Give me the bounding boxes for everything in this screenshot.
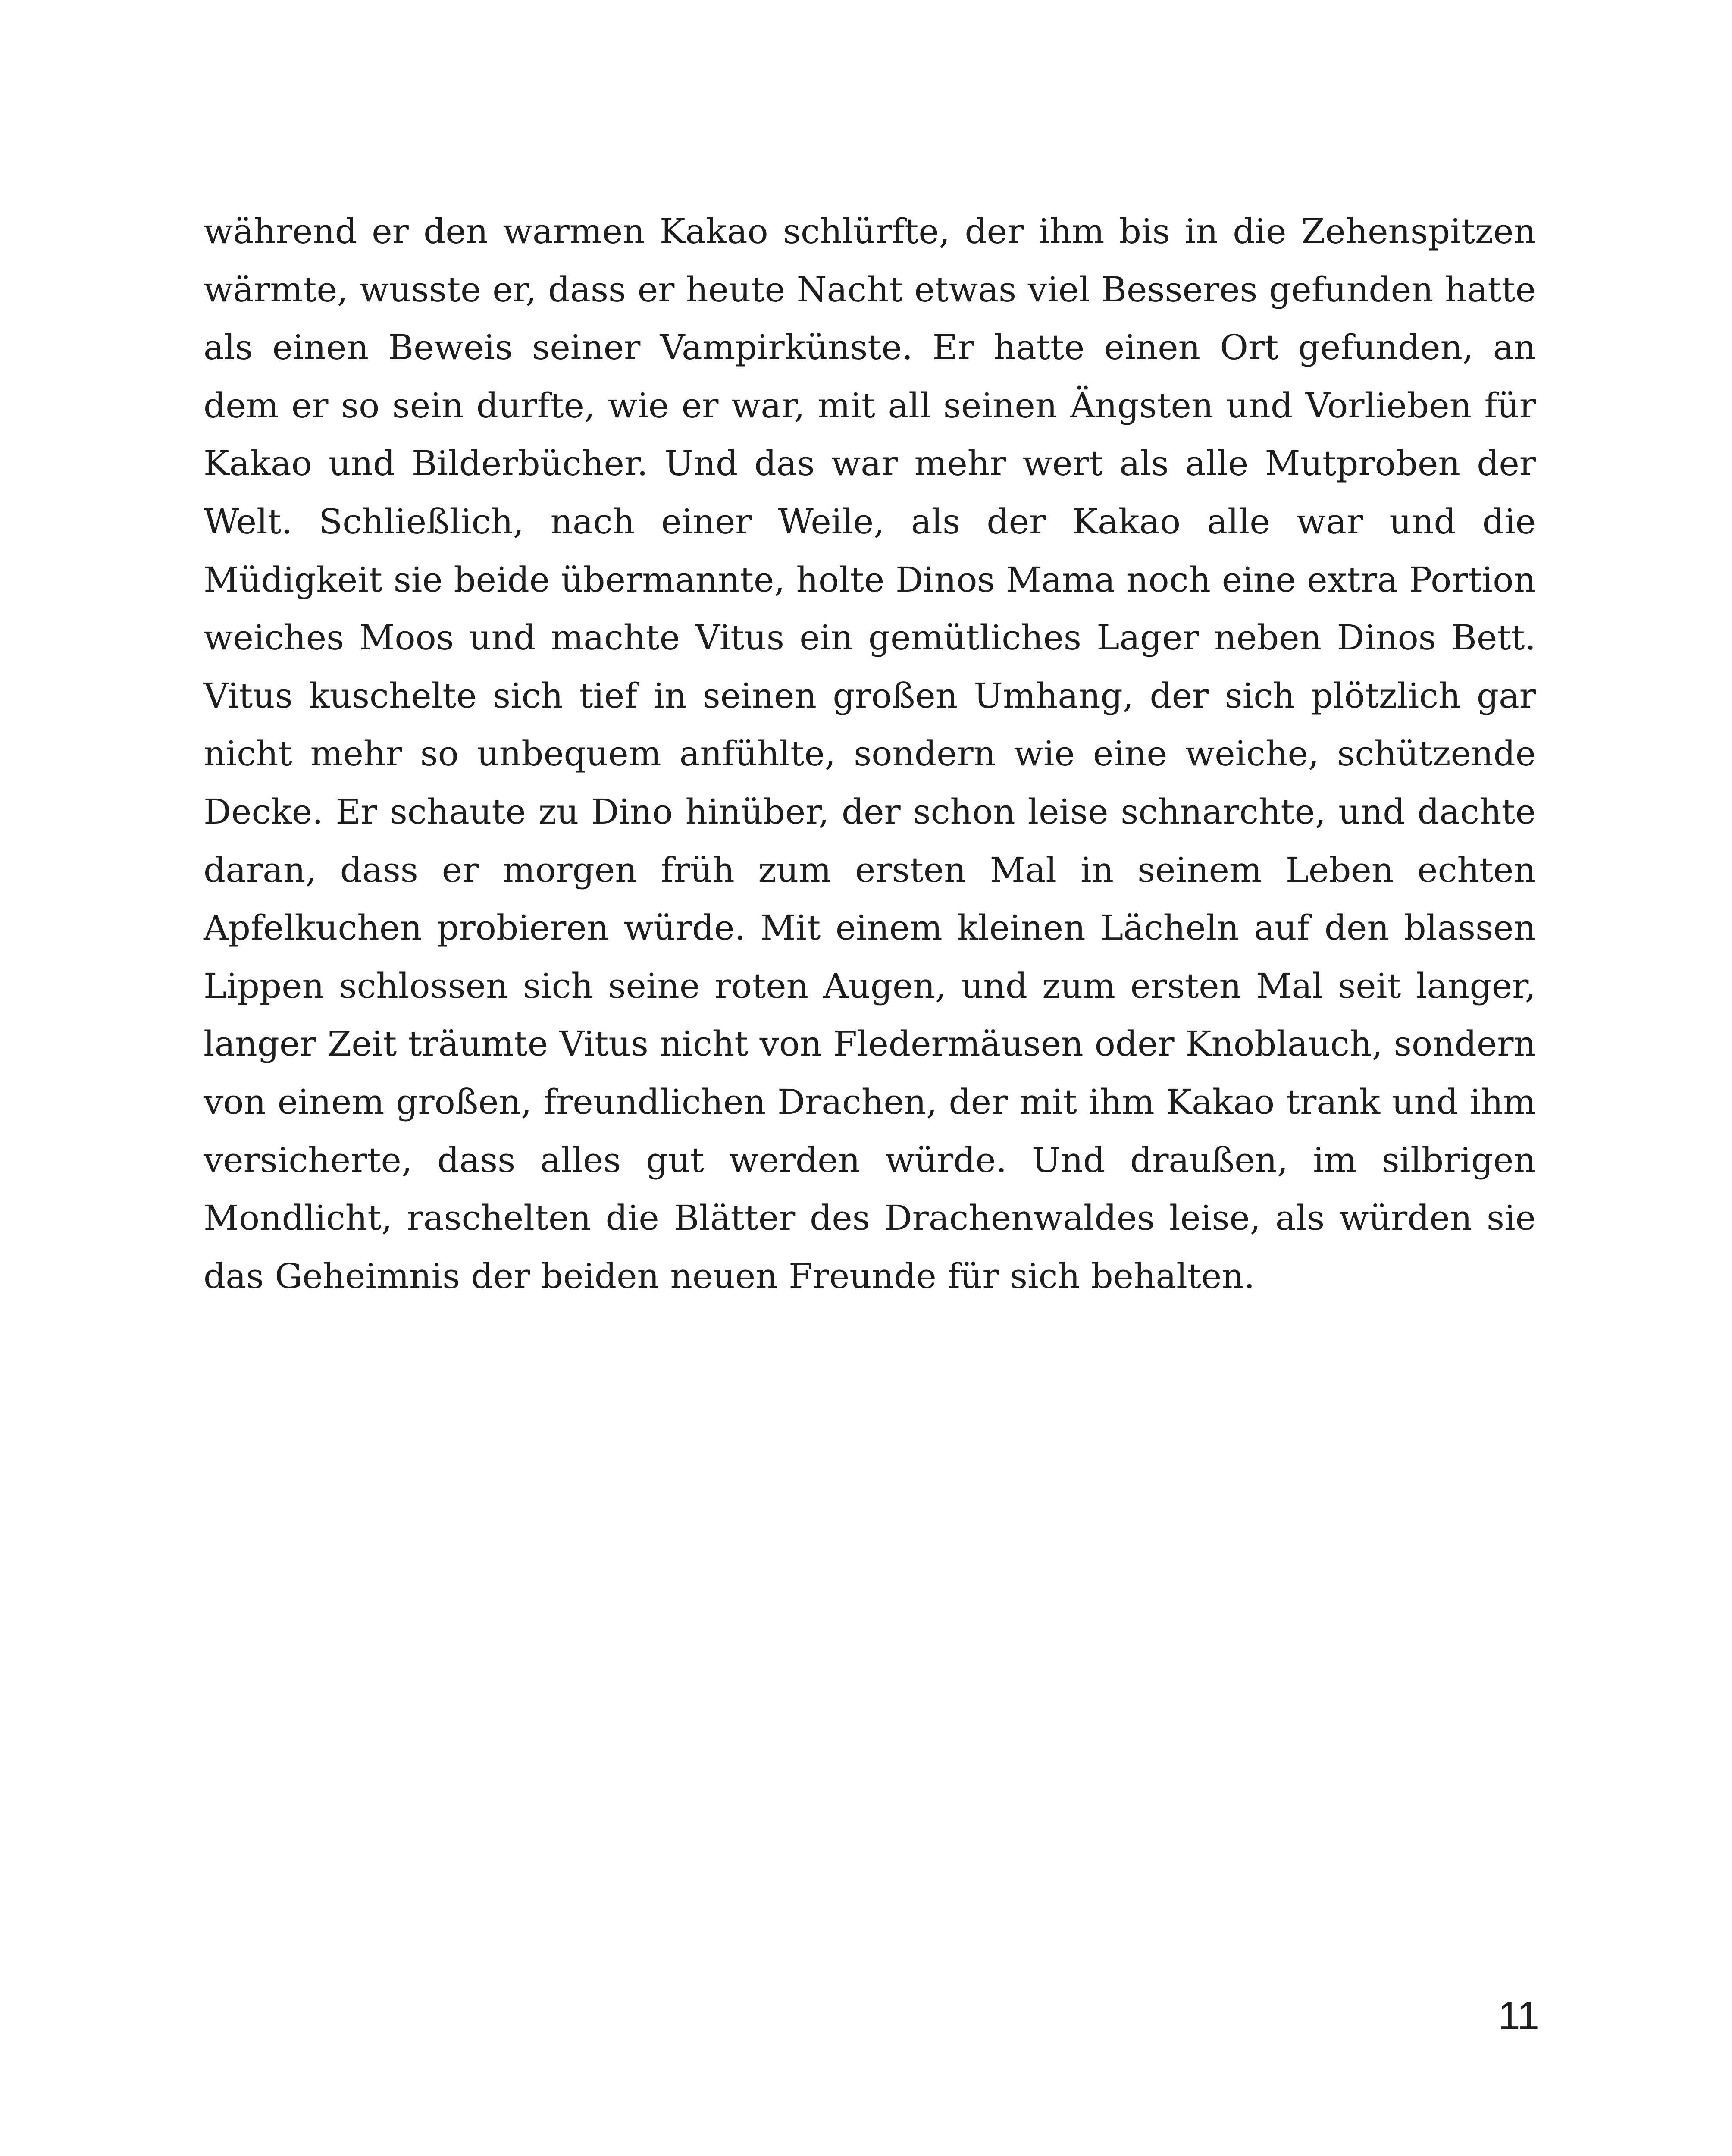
body-paragraph: während er den warmen Kakao schlürfte, der ihm bis in die Zehenspitzen wärmte, wusste er, dass er heute Nacht etwas viel Besseres gefunden hatte als einen Beweis seiner Vampirkünste. Er hatte einen Ort gefunden, an dem er so sein durfte, wie er war, mit all seinen Ängsten und Vorlieben für Kakao und Bilderbücher. Und das war mehr wert als alle Mutproben der Welt. Schließlich, nach einer Weile, als der Kakao alle war und die Müdigkeit sie beide übermannte, holte Dinos Mama noch eine extra Portion weiches Moos und machte Vitus ein gemütliches Lager neben Dinos Bett. Vitus kuschelte sich tief in seinen großen Umhang, der sich plötzlich gar nicht mehr so unbequem anfühlte, sondern wie eine weiche, schützende Decke. Er schaute zu Dino hinüber, der schon leise schnarchte, und dachte daran, dass er morgen früh zum ersten Mal in seinem Leben echten Apfelkuchen probieren würde. Mit einem kleinen Lächeln auf den blassen Lippen schlossen sich seine roten Augen, und zum ersten Mal seit langer, langer Zeit träumte Vitus nicht von Fledermäusen oder Knoblauch, sondern von einem großen, freundlichen Drachen, der mit ihm Kakao trank und ihm versicherte, dass alles gut werden würde. Und draußen, im silbrigen Mondlicht, raschelten die Blätter des Drachenwaldes leise, als würden sie das Geheimnis der beiden neuen Freunde für sich behalten. bbox=[204, 211, 1536, 1296]
page-number: 11 bbox=[1498, 1994, 1539, 2038]
